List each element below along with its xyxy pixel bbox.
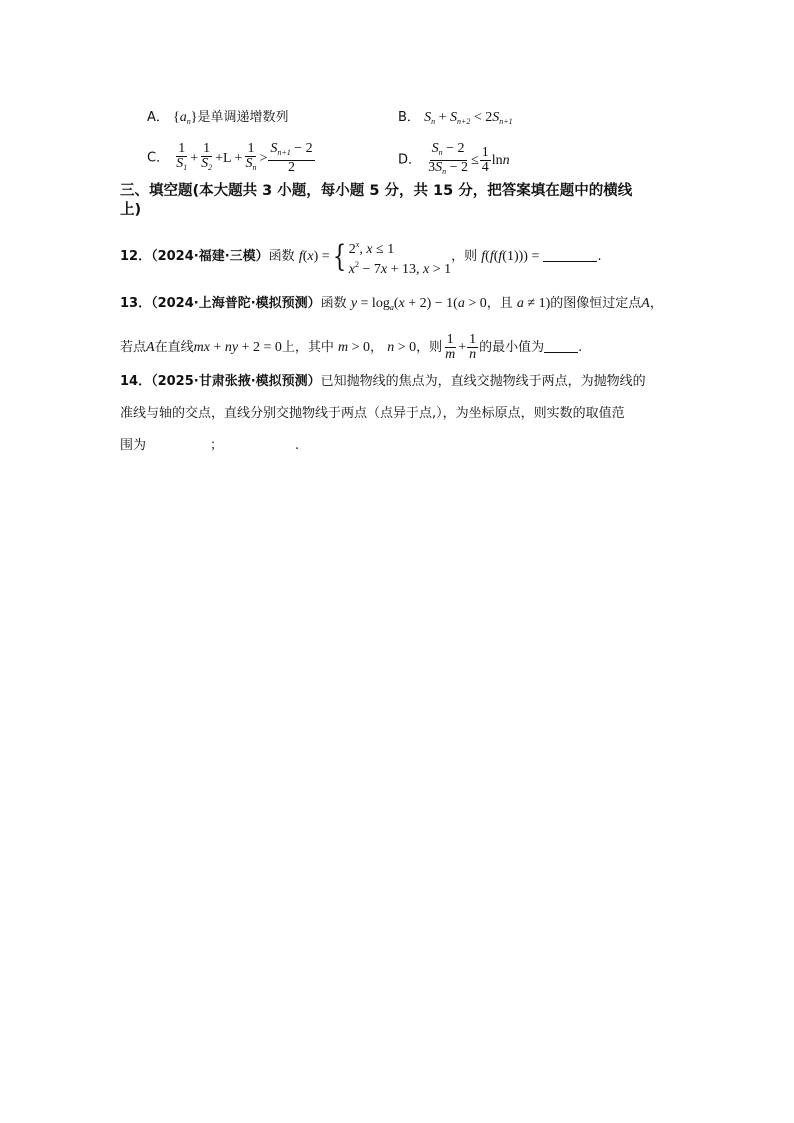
option-d-letter: D． [398,152,422,168]
question-14-line1 [120,374,646,390]
q14-source: （2025·甘肃张掖·模拟预测） [151,374,321,389]
q12-source: （2024·福建·三模） [151,249,269,265]
q13-line2-d: ， [370,340,384,355]
question-14-line2: 准线与轴的交点，直线分别交抛物线于两点（点异于点,），为坐标原点，则实数的取值范 [120,406,625,421]
q13-end: . [578,340,583,355]
q13-line2-f: 的最小值为 [479,340,545,355]
section-heading-line2: 上) [120,202,142,218]
section-heading-line1: 三、填空题(本大题共 3 小题，每小题 5 分，共 15 分，把答案填在题中的横线 [120,183,633,199]
q13-number: 13． [120,296,152,311]
q14-line3-text: 围为 [120,438,147,453]
q13-n-condition: n > 0 [387,340,417,355]
q13-answer-blank[interactable] [544,352,578,353]
q13-point-a-2: A [146,340,155,355]
question-13-line2 [120,333,582,363]
q13-function: $y = \log_a(x + 2) - 1(a > 0$ [350,296,487,312]
q12-text-2: ，则 [451,249,478,265]
q13-condition: a ≠ 1) [516,296,551,311]
q14-number: 14． [120,374,152,389]
option-b-formula: $S_n + S_{n+2} < 2S_{n+1}$ [424,110,513,126]
option-c [147,142,316,175]
q13-line2-b: 在直线 [154,340,194,355]
q12-expression: f(f(f(1))) = [481,249,540,265]
question-13-line1: 13．（2024·上海普陀·模拟预测）函数 $y = \log_a(x + 2) - 1(a > 0$，且 a ≠ 1)的图像恒过定点A， [120,296,663,312]
q13-line-equation: mx + ny + 2 = 0 [193,340,282,355]
q13-m-condition: m > 0 [338,340,371,355]
q12-answer-blank[interactable] [543,261,597,262]
q13-line2-e: ，则 [416,340,443,355]
option-b [398,110,513,130]
q13-expression: $\frac{1}{m}$ + $\frac{1}{n}$ [445,332,477,363]
option-a-formula: $\{a_n\}$ [173,110,198,126]
q13-point-a: A [641,296,650,311]
q14-line1-text: 已知抛物线的焦点为，直线交抛物线于两点，为抛物线的 [320,374,646,389]
option-b-letter: B． [398,110,420,125]
q13-text-1: 函数 [320,296,347,311]
q12-number: 12． [120,249,152,265]
q13-text-3: 的图像恒过定点 [550,296,642,311]
q13-text-2: ，且 [486,296,513,311]
q12-function: f(x) ={ 2$^x$, x ≤ 1 $x^2 - 7x + 13$, x > 1 [298,239,452,277]
q13-source: （2024·上海普陀·模拟预测） [151,296,321,311]
option-d-formula: $\frac{S_n - 2}{3S_n - 2}$ ≤ $\frac{1}{4}$ lnn [428,141,510,176]
q12-end: . [597,249,602,265]
option-a [147,110,289,130]
option-a-text: 是单调递增数列 [197,110,289,125]
question-14-line3 [120,438,299,454]
q13-line2-start: 若点 [120,340,147,355]
q13-line2-c: 上，其中 [281,340,334,355]
option-c-formula: $\frac{1}{S_1}$ + $\frac{1}{S_2}$ +L + $\frac{1}{S_n}$ > $\frac{S_{n+1} - 2}{2}$ [176,141,313,175]
option-a-letter: A． [147,110,169,125]
q14-end: . [295,438,300,453]
option-d [398,142,510,179]
question-12 [120,237,602,277]
q14-separator: ； [210,438,224,453]
q12-text-1: 函数 [268,249,295,265]
option-c-letter: C． [147,150,170,166]
